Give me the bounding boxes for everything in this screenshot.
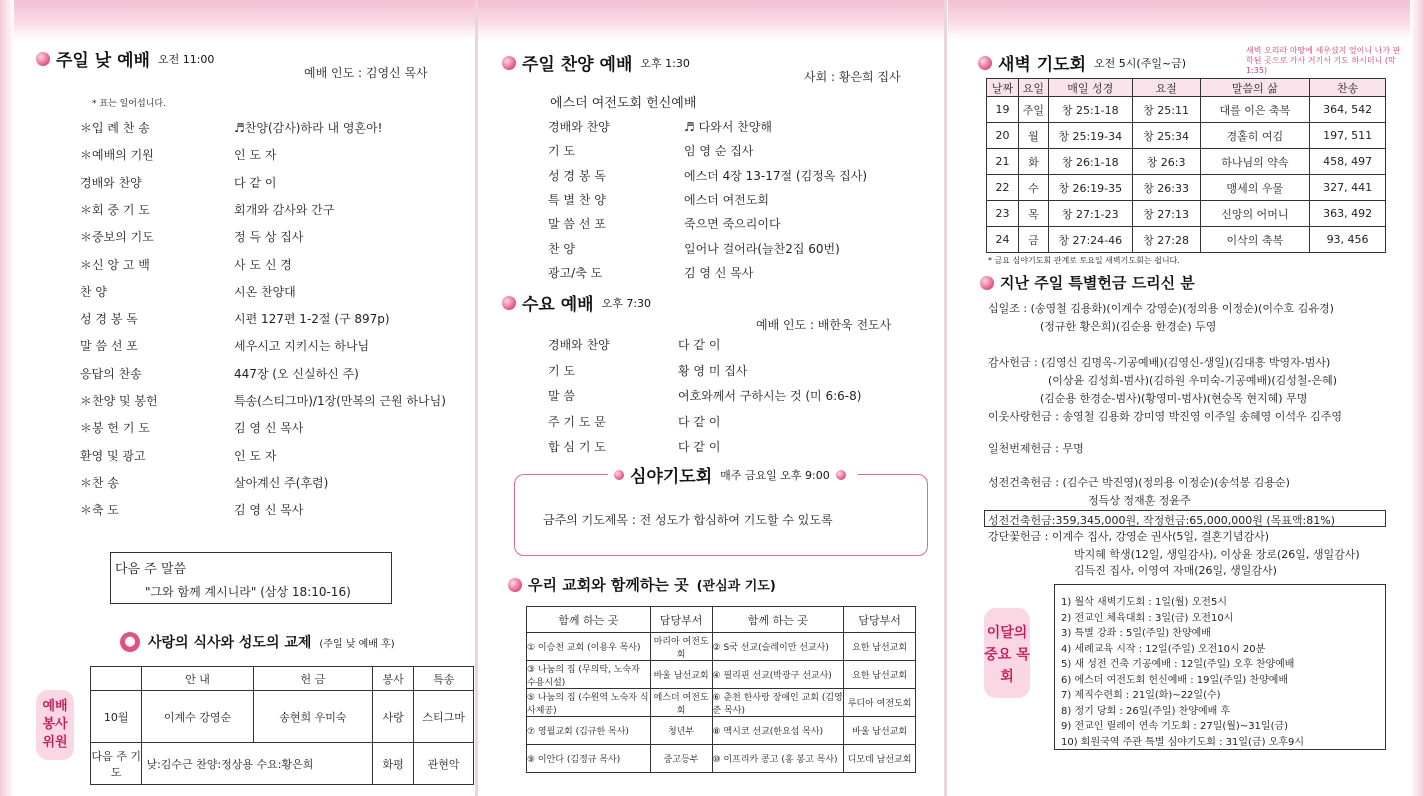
next-week-box [110,552,392,604]
praise-item-label: 광고/축 도 [548,265,603,280]
dawn-verse: 새벽 오리라 마땅에 세우셨지 엎이니 나가 판학된 곳으로 가사 거기서 기도 하시더니 (막1:35) [1246,46,1401,75]
section-title-text: 심야기도회 [630,467,713,487]
title-bullet-icon [502,56,516,70]
worship-item-value: 회개와 감사와 간구 [234,202,335,217]
table-cell: 관현악 [414,743,474,785]
praise-host: 사회 : 황은희 집사 [804,70,901,84]
table-row [987,175,1386,201]
table-cell: ⑨ 이안다 (김정규 목사) [527,745,651,773]
section-title-text: 주일 찬양 예배 [522,55,633,75]
table-cell: 요한 남선교회 [844,633,916,661]
wednesday-title [502,290,651,315]
offering-line: 성전건축헌금:359,345,000원, 작정헌금:65,000,000원 (목표액:81%) [988,514,1335,527]
table-cell: 10월 [91,691,142,743]
fellowship-subtitle: (주일 낮 예배 후) [319,638,395,650]
offerings-title [980,272,1195,293]
praise-item-label: 찬 양 [548,241,575,256]
partners-table [526,606,916,773]
table-cell: 창 26:1-18 [1048,149,1132,175]
table-cell: 23 [987,201,1019,227]
table-cell: 목 [1018,201,1048,227]
table-header: 특송 [414,667,474,691]
table-cell: 청년부 [650,717,712,745]
table-cell: 363, 492 [1310,201,1386,227]
apple-icon: ● [120,632,140,652]
table-cell: 창 27:28 [1132,227,1200,253]
section-title-text: 새벽 기도회 [998,55,1087,75]
table-cell: 197, 511 [1310,123,1386,149]
wednesday-item-value: 다 같 이 [678,440,721,454]
table-cell: 327, 441 [1310,175,1386,201]
section-title-text: 지난 주일 특별헌금 드리신 분 [1000,274,1195,292]
praise-item-label: 말 씀 선 포 [548,217,606,232]
table-cell: 루디아 여전도회 [844,689,916,717]
pink-edge [1410,0,1424,796]
table-cell: 사랑 [373,691,414,743]
pink-header-band [0,0,475,40]
table-cell: 창 25:19-34 [1048,123,1132,149]
monthly-item: 3) 특별 강좌 : 5일(주일) 찬양예배 [1061,628,1211,639]
table-cell: 93, 456 [1310,227,1386,253]
wednesday-item-label: 말 씀 [548,389,575,403]
worship-item-value: 인 도 자 [234,448,277,463]
table-cell: 대를 이은 축복 [1200,97,1310,123]
partners-title [508,574,776,595]
title-bullet-icon [836,470,846,480]
table-header: 요일 [1018,79,1048,97]
table-row [987,227,1386,253]
title-bullet-icon [980,276,994,290]
table-row [527,633,916,661]
section-time: 오전 5시(주일~금) [1094,56,1187,70]
worship-item-value: 세우시고 지키시는 하나님 [234,339,370,354]
worship-item-label: 찬 양 [80,284,107,299]
worship-item-label: ＊예배의 기원 [80,148,154,163]
praise-item-value: 에스더 4장 13-17절 (김정옥 집사) [684,168,868,183]
section-time: 매주 금요일 오후 9:00 [720,468,830,482]
table-cell: 화 [1018,149,1048,175]
praise-item-value: 일어나 걸어라(늘찬2집 60번) [684,241,840,256]
table-cell: 월 [1018,123,1048,149]
table-row [987,97,1386,123]
building-fund-box [984,510,1386,527]
table-cell: 21 [987,149,1019,175]
table-header: 봉사 [373,667,414,691]
offering-line: (김순용 한경순-범사)(황영미-범사)(현승목 현지혜) 무명 [1040,392,1308,405]
table-cell: 24 [987,227,1019,253]
praise-heading: 에스더 여전도회 헌신예배 [550,96,697,111]
table-cell: ④ 필리핀 선교(박광구 선교사) [712,661,844,689]
sunday-morning-title [36,46,214,71]
table-cell: 화평 [373,743,414,785]
table-cell: 22 [987,175,1019,201]
wednesday-item-value: 다 같 이 [678,414,721,429]
praise-item-value: 에스더 여전도회 [684,192,769,207]
offering-line: 일천번제헌금 : 무명 [988,442,1084,455]
worship-item-label: 성 경 봉 독 [80,312,138,327]
table-cell: 디모데 남선교회 [844,745,916,773]
praise-item-value: 죽으면 죽으리이다 [684,217,781,232]
table-cell: 20 [987,123,1019,149]
pink-header-band [948,0,1424,40]
stand-note: * 표는 일어섭니다. [92,99,166,109]
table-cell: ① 이승천 교회 (이용우 목사) [527,633,651,661]
wednesday-item-label: 합 심 기 도 [548,440,606,454]
worship-item-label: ＊회 중 기 도 [80,202,150,217]
offering-line: 강단꽃헌금 : 이계수 집사, 강영순 권사(5일, 결혼기념감사) [988,530,1270,543]
table-cell: 신앙의 어머니 [1200,201,1310,227]
worship-leader: 예배 인도 : 김영신 목사 [304,66,428,80]
table-cell: 창 27:13 [1132,201,1200,227]
table-cell: ⑩ 이프리카 콩고 (홍 봉고 목사) [712,745,844,773]
monthly-item: 10) 회원국역 주관 특별 심야기도회 : 31일(금) 오후9시 [1061,736,1305,748]
worship-item-label: ＊찬양 및 봉헌 [80,394,158,408]
table-cell: 중고등부 [650,745,712,773]
table-header: 담당부서 [650,607,712,633]
table-cell: 창 25:11 [1132,97,1200,123]
section-title-text: 수요 예배 [522,295,594,315]
table-cell: 주일 [1018,97,1048,123]
service-committee-table [90,666,474,785]
panel-middle [478,0,944,796]
dawn-prayer-table [986,78,1386,253]
offering-line: 박지혜 학생(12일, 생일감사), 이상윤 장로(26일, 생일감사) [1074,548,1360,561]
monthly-box [1054,584,1386,750]
table-header: 날짜 [987,79,1019,97]
table-header: 안 내 [142,667,253,691]
worship-item-label: 말 씀 선 포 [80,339,138,354]
worship-item-value: 사 도 신 경 [234,257,292,272]
monthly-item: 1) 월삭 새벽기도회 : 1일(월) 오전5시 [1061,597,1227,608]
worship-item-value: 특송(스티그마)/1장(만복의 근원 하나님) [234,394,446,408]
worship-item-label: ＊입 례 찬 송 [80,121,150,135]
table-header: 매일 성경 [1048,79,1132,97]
offering-line: 성전건축헌금 : (김수근 박진영)(정의용 이정순)(송석봉 김용순) [988,476,1290,489]
section-time: 오전 11:00 [157,52,215,66]
table-row [527,717,916,745]
worship-item-label: ＊신 앙 고 백 [80,257,150,272]
worship-item-value: 다 같 이 [234,175,277,190]
table-cell: 이삭의 축복 [1200,227,1310,253]
table-cell: 맹세의 우물 [1200,175,1310,201]
section-title-text: 주일 낮 예배 [56,51,150,71]
next-week-title: 다음 주 말씀 [115,562,187,577]
worship-item-value: 447장 (오 신실하신 주) [234,366,359,381]
offering-line: 정득상 정재훈 정윤주 [1088,494,1191,507]
fold-line [944,0,947,796]
section-subtitle: (관심과 기도) [696,579,776,594]
worship-item-value: 인 도 자 [234,148,277,163]
table-row [527,745,916,773]
worship-item-label: 응답의 찬송 [80,366,142,381]
praise-item-value: 김 영 신 목사 [684,265,754,280]
table-cell: 이계수 강영순 [142,691,253,743]
title-bullet-icon [508,578,522,592]
offering-line: (정규한 황은희)(김순용 한경순) 두영 [1040,320,1217,333]
table-cell: 송현희 우미숙 [253,691,372,743]
wednesday-item-value: 다 같 이 [678,338,721,352]
table-cell: ⑧ 멕시코 선교(한요섭 목사) [712,717,844,745]
table-cell: 창 26:19-35 [1048,175,1132,201]
table-cell: ⑥ 춘천 한사랑 장애인 교회 (김영준 목사) [712,689,844,717]
monthly-label: 이달의 중요 목회 [984,608,1030,698]
night-prayer-topic: 금주의 기도제목 : 전 성도가 합심하여 기도할 수 있도록 [543,513,833,527]
next-week-text: "그와 함께 계시니라" (삼상 18:10-16) [145,585,351,599]
panel-left [0,0,475,796]
table-header: 찬송 [1310,79,1386,97]
table-cell: 금 [1018,227,1048,253]
worship-item-label: 환영 및 광고 [80,448,146,463]
table-header: 헌 금 [253,667,372,691]
table-header: 함께 하는 곳 [527,607,651,633]
table-cell: 경홀히 여김 [1200,123,1310,149]
table-cell: 바울 남선교회 [650,661,712,689]
pink-edge [0,0,14,796]
wednesday-item-label: 주 기 도 문 [548,414,606,429]
worship-item-value: 정 득 상 집사 [234,230,304,245]
worship-item-label: ＊축 도 [80,503,119,518]
table-row [527,689,916,717]
section-title-text: 우리 교회와 함께하는 곳 [528,576,689,594]
table-cell: 창 26:3 [1132,149,1200,175]
table-header-empty [91,667,142,691]
table-cell: 364, 542 [1310,97,1386,123]
table-row [987,201,1386,227]
dawn-note: * 금요 심야기도회 관계로 토요일 새벽기도회는 쉽니다. [988,256,1180,265]
service-committee-label: 예배 봉사 위원 [36,690,74,760]
table-header: 담당부서 [844,607,916,633]
night-prayer-title [608,462,858,487]
table-cell: 창 27:24-46 [1048,227,1132,253]
dawn-prayer-title [978,50,1186,75]
panel-right [948,0,1424,796]
worship-item-label: ＊봉 헌 기 도 [80,421,150,436]
worship-item-value: 김 영 신 목사 [234,503,304,518]
table-row [527,661,916,689]
table-cell: 낮:김수근 찬양:정상용 수요:황은희 [142,743,373,785]
praise-item-label: 기 도 [548,144,575,159]
table-row [91,691,474,743]
monthly-item: 8) 정기 당회 : 26일(주일) 찬양예배 후 [1061,705,1231,717]
worship-item-value: 살아계신 주(후렴) [234,475,329,490]
monthly-item: 6) 에스더 여전도회 헌신예배 : 19일(주일) 찬양예배 [1061,674,1289,686]
table-cell: 19 [987,97,1019,123]
wednesday-item-label: 경배와 찬양 [548,338,610,352]
table-cell: 창 25:1-18 [1048,97,1132,123]
offering-line: 감사헌금 : (김영신 김명옥-기공예배)(김영신-생일)(김대흥 박영자-범사) [988,356,1331,369]
title-bullet-icon [614,470,624,480]
table-cell: 에스더 여전도회 [650,689,712,717]
table-cell: 요한 남선교회 [844,661,916,689]
title-bullet-icon [36,52,50,66]
table-cell: 창 25:34 [1132,123,1200,149]
worship-item-value: ♬찬양(감사)하라 내 영혼아! [234,121,383,135]
table-header: 요절 [1132,79,1200,97]
table-cell: 458, 497 [1310,149,1386,175]
table-header: 말씀의 삶 [1200,79,1310,97]
wednesday-item-value: 여호와께서 구하시는 것 (미 6:6-8) [678,389,862,403]
table-cell: 하나님의 약속 [1200,149,1310,175]
table-row [987,149,1386,175]
pink-header-band [478,0,944,40]
section-time: 오후 1:30 [640,56,690,70]
worship-item-value: 시온 찬양대 [234,284,296,299]
praise-item-label: 특 별 찬 양 [548,192,606,207]
table-row [987,123,1386,149]
table-cell: 바울 남선교회 [844,717,916,745]
table-cell: 마리아 여전도회 [650,633,712,661]
worship-item-label: 경배와 찬양 [80,175,142,190]
praise-item-label: 성 경 봉 독 [548,168,606,183]
section-time: 오후 7:30 [601,296,652,310]
table-header: 함께 하는 곳 [712,607,844,633]
monthly-item: 4) 세례교육 시작 : 12일(주일) 오전10시 20분 [1061,643,1266,655]
monthly-item: 2) 전교인 체육대회 : 3일(금) 오전10시 [1061,612,1234,624]
table-cell: 다음 주 기 도 [91,743,142,785]
wednesday-item-value: 황 영 미 집사 [678,363,748,378]
offering-line: 이웃사랑헌금 : 송영철 김용화 강미영 박진영 이주일 송혜영 이석우 김주영 [988,410,1342,423]
table-cell: 수 [1018,175,1048,201]
fellowship-title-text: 사랑의 식사와 성도의 교제 [148,635,312,651]
title-bullet-icon [502,296,516,310]
offering-line: 십일조 : (송영철 김용화)(이계수 강영순)(정의용 이정순)(이수호 김유경) [988,302,1334,315]
wednesday-item-label: 기 도 [548,363,575,378]
offering-line: (이상윤 김성희-범사)(김하원 우미숙-기공예배)(김성철-은혜) [1048,374,1338,387]
praise-item-value: ♬ 다와서 찬양해 [684,120,772,134]
table-cell: 스티그마 [414,691,474,743]
fellowship-title [120,632,395,652]
sunday-praise-title [502,50,690,75]
table-cell: ③ 나눔의 집 (무의탁, 노숙자 수용시설) [527,661,651,689]
table-cell: 창 26:33 [1132,175,1200,201]
offering-line: 김득진 집사, 이영여 자매(26일, 생일감사) [1074,564,1277,577]
wednesday-leader: 예배 인도 : 배한욱 전도사 [756,318,892,332]
table-cell: ⑦ 영월교회 (김규한 목사) [527,717,651,745]
table-cell: ⑤ 나눔의 집 (수원역 노숙자 식사제공) [527,689,651,717]
worship-item-value: 시편 127편 1-2절 (구 897p) [234,312,390,327]
worship-item-label: ＊중보의 기도 [80,230,154,245]
title-bullet-icon [978,56,992,70]
table-cell: ② S국 선교(슬레이만 선교사) [712,633,844,661]
monthly-item: 5) 새 성전 건축 기공예배 : 12일(주일) 오후 찬양예배 [1061,659,1295,670]
monthly-item: 9) 전교인 릴레이 연속 기도회 : 27일(월)~31일(금) [1061,721,1289,732]
worship-item-value: 김 영 신 목사 [234,421,304,436]
table-row [91,743,474,785]
table-cell: 창 27:1-23 [1048,201,1132,227]
praise-item-value: 임 영 순 집사 [684,144,754,159]
worship-item-label: ＊찬 송 [80,475,119,490]
praise-item-label: 경배와 찬양 [548,120,610,134]
monthly-item: 7) 제직수련회 : 21일(화)~22일(수) [1061,690,1221,701]
